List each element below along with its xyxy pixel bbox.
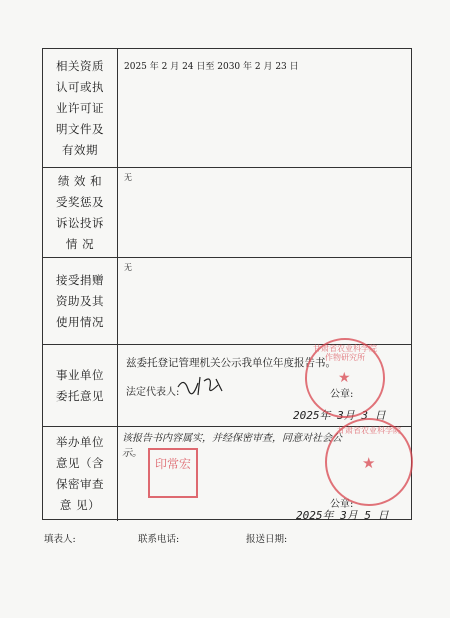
sponsor-date: 2025年 3月 5 日 — [296, 509, 389, 522]
round-seal-text: 甘肃省农业科学院 — [337, 426, 401, 435]
sponsor-seal-label: 公章: — [330, 499, 354, 510]
row-label: 接受捐赠 资助及其 使用情况 — [43, 258, 118, 344]
row-label: 相关资质 认可或执 业许可证 明文件及 有效期 — [43, 49, 118, 167]
legal-rep-signature — [176, 373, 226, 399]
round-seal-icon: ★ 甘肃省农业科学院作物研究所 — [305, 338, 385, 418]
row-value — [118, 168, 411, 257]
row-donation — [43, 257, 411, 344]
legal-rep-label: 法定代表人: — [126, 387, 180, 398]
row-value — [118, 49, 411, 167]
row-label: 绩 效 和 受奖惩及 诉讼投诉 情 况 — [43, 168, 118, 257]
donation-text: 无 — [124, 263, 132, 272]
row-qualification — [43, 49, 411, 167]
date-label: 报送日期: — [246, 534, 288, 545]
consign-statement: 兹委托登记管理机关公示我单位年度报告书。 — [126, 357, 336, 369]
row-label: 事业单位 委托意见 — [43, 345, 118, 426]
round-seal-text: 甘肃省农业科学院作物研究所 — [313, 344, 377, 362]
sponsor-note: 该报告书内容属实，并经保密审查，同意对社会公示。 — [122, 433, 342, 459]
round-seal-icon: ★ 甘肃省农业科学院 — [325, 418, 413, 506]
consign-date: 2025年 3月 3 日 — [293, 409, 386, 422]
row-label: 举办单位 意见（含 保密审查 意 见） — [43, 427, 118, 521]
square-seal-text: 印常宏 — [154, 457, 191, 471]
square-seal-icon — [148, 448, 198, 498]
row-performance — [43, 167, 411, 257]
validity-text: 2025 年 2 月 24 日至 2030 年 2 月 23 日 — [124, 62, 299, 72]
filler-label: 填表人: — [44, 534, 76, 545]
performance-text: 无 — [124, 173, 132, 182]
row-value — [118, 258, 411, 344]
phone-label: 联系电话: — [138, 534, 180, 545]
consign-seal-label: 公章: — [330, 389, 354, 400]
